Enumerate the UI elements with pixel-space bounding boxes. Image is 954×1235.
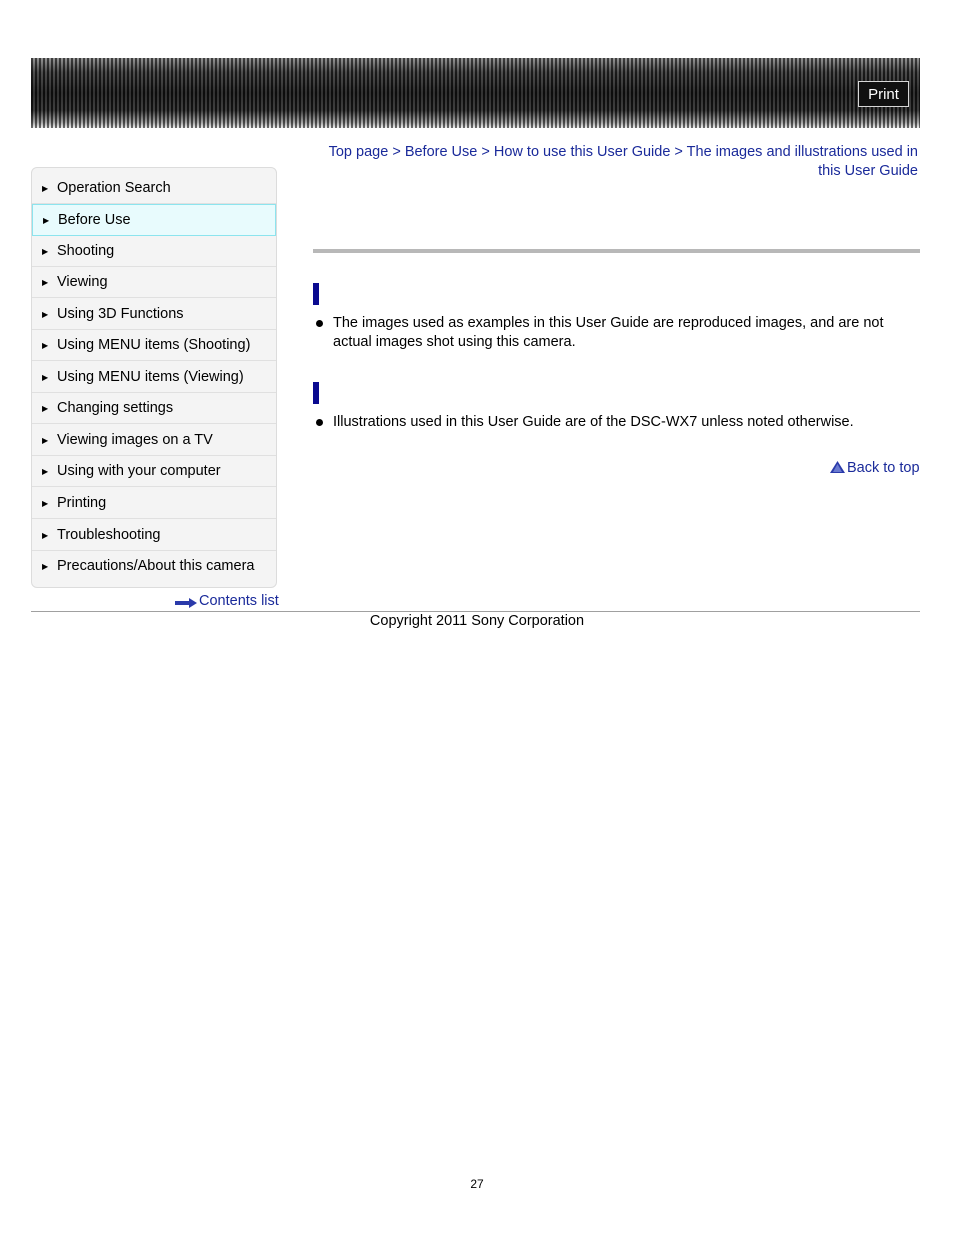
triangle-right-icon: ▶ xyxy=(42,247,49,256)
triangle-right-icon: ▶ xyxy=(42,404,49,413)
contents-list-link[interactable] xyxy=(175,593,279,609)
triangle-right-icon: ▶ xyxy=(42,278,49,287)
sidebar-item-menu-shooting[interactable] xyxy=(32,330,276,361)
section-heading-marker xyxy=(313,283,319,305)
triangle-right-icon: ▶ xyxy=(42,499,49,508)
triangle-right-icon: ▶ xyxy=(42,310,49,319)
sidebar-item-troubleshooting[interactable] xyxy=(32,520,276,551)
section-heading-marker xyxy=(313,382,319,404)
sidebar-item-changing-settings[interactable] xyxy=(32,393,276,424)
triangle-right-icon: ▶ xyxy=(42,562,49,571)
breadcrumb xyxy=(313,143,918,181)
list-item xyxy=(313,413,918,432)
page-number: 27 xyxy=(470,1177,484,1191)
sidebar-item-label: Precautions/About this camera xyxy=(57,558,255,574)
sidebar-item-before-use[interactable] xyxy=(32,204,276,236)
sidebar-item-operation-search[interactable] xyxy=(32,173,276,204)
triangle-right-icon: ▶ xyxy=(42,531,49,540)
sidebar-item-label: Printing xyxy=(57,495,107,511)
sidebar-item-shooting[interactable] xyxy=(32,236,276,267)
print-button[interactable]: Print xyxy=(858,81,909,107)
sidebar-item-label: Before Use xyxy=(58,212,131,228)
sidebar-item-label: Troubleshooting xyxy=(57,527,161,543)
sidebar-item-3d-functions[interactable] xyxy=(32,299,276,330)
breadcrumb-separator: > xyxy=(674,144,683,160)
sidebar-item-label: Operation Search xyxy=(57,180,171,196)
bullet-icon xyxy=(316,320,323,327)
contents-list-label: Contents list xyxy=(199,593,279,609)
list-item-text: Illustrations used in this User Guide are of the DSC-WX7 unless noted otherwise. xyxy=(333,414,854,430)
sidebar-item-label: Using 3D Functions xyxy=(57,306,184,322)
sidebar-item-viewing-tv[interactable] xyxy=(32,425,276,456)
back-to-top-link[interactable] xyxy=(830,460,920,476)
triangle-up-icon xyxy=(830,461,845,473)
sidebar-item-label: Using with your computer xyxy=(57,463,221,479)
list-item xyxy=(313,314,918,352)
sidebar-item-printing[interactable] xyxy=(32,488,276,519)
sidebar-item-label: Using MENU items (Viewing) xyxy=(57,369,244,385)
triangle-right-icon: ▶ xyxy=(42,341,49,350)
back-to-top-label: Back to top xyxy=(847,460,920,476)
sidebar-item-label: Changing settings xyxy=(57,400,174,416)
breadcrumb-current-page[interactable]: The images and illustrations used in this User Guide xyxy=(686,144,918,179)
copyright-text: Copyright 2011 Sony Corporation xyxy=(369,613,585,629)
sidebar-item-precautions[interactable] xyxy=(32,551,276,582)
sidebar-item-computer[interactable] xyxy=(32,456,276,487)
list-item-text: The images used as examples in this User Guide are reproduced images, and are not actual images shot using this camera. xyxy=(333,315,884,350)
bullet-icon xyxy=(316,419,323,426)
breadcrumb-before-use[interactable]: Before Use xyxy=(404,144,478,160)
breadcrumb-top-page[interactable]: Top page xyxy=(328,144,389,160)
sidebar-item-label: Using MENU items (Shooting) xyxy=(57,337,251,353)
breadcrumb-separator: > xyxy=(392,144,401,160)
sidebar-item-label: Viewing images on a TV xyxy=(57,432,213,448)
sidebar-item-menu-viewing[interactable] xyxy=(32,362,276,393)
sidebar-item-label: Viewing xyxy=(57,274,108,290)
triangle-right-icon: ▶ xyxy=(42,373,49,382)
sidebar-nav xyxy=(31,167,277,588)
breadcrumb-how-to-use[interactable]: How to use this User Guide xyxy=(493,144,671,160)
triangle-right-icon: ▶ xyxy=(42,184,49,193)
page-title-rule xyxy=(313,249,920,253)
footer-divider xyxy=(31,611,920,612)
triangle-right-icon: ▶ xyxy=(42,467,49,476)
sidebar-item-viewing[interactable] xyxy=(32,267,276,298)
arrow-right-icon xyxy=(175,596,197,606)
triangle-right-icon: ▶ xyxy=(43,216,50,225)
triangle-right-icon: ▶ xyxy=(42,436,49,445)
header-bar xyxy=(31,58,920,128)
breadcrumb-separator: > xyxy=(481,144,490,160)
sidebar-item-label: Shooting xyxy=(57,243,115,259)
